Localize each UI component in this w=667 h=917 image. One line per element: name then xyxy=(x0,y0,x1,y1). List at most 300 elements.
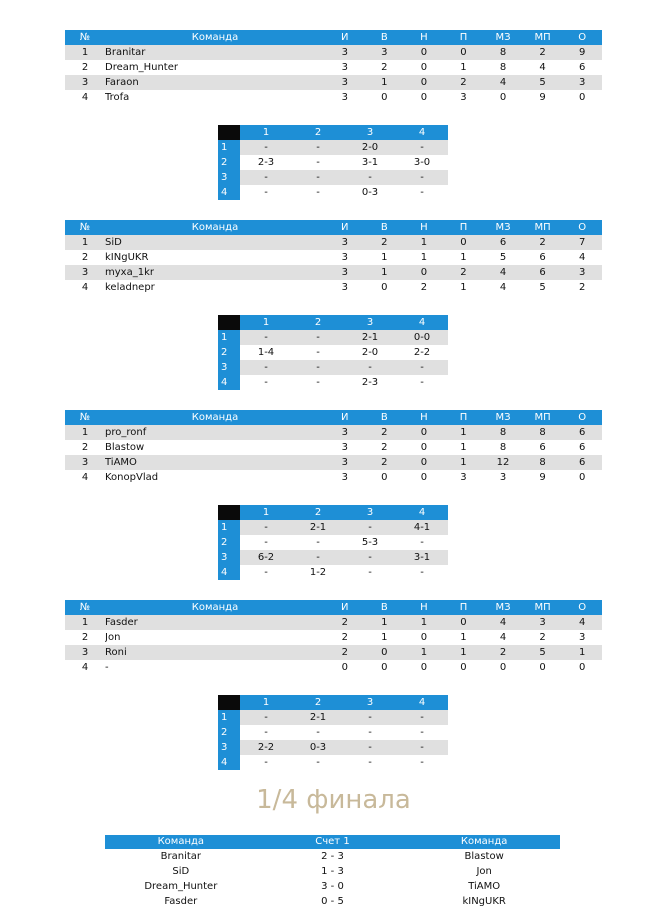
position-cell: 3 xyxy=(65,645,105,660)
ga-cell: 5 xyxy=(539,282,546,293)
gf-cell: 4 xyxy=(483,265,523,280)
draw-header: Н xyxy=(404,220,444,235)
matrix-header-row xyxy=(218,695,448,710)
matrix-score-cell: 2-2 xyxy=(413,347,431,358)
matrix-score-cell: 0-3 xyxy=(361,187,379,198)
draw-cell: 1 xyxy=(404,615,444,630)
matrix-score-cell: - xyxy=(316,727,320,738)
matrix-row-header: 3 xyxy=(218,170,240,185)
pts-cell: 6 xyxy=(562,425,602,440)
playoff-away-team: TiAMO xyxy=(468,881,501,892)
matrix-header-row xyxy=(218,125,448,140)
matrix-row-header: 1 xyxy=(218,710,240,725)
won-cell: 2 xyxy=(365,425,405,440)
matrix-column-header: 4 xyxy=(396,315,448,330)
lost-cell: 0 xyxy=(460,662,467,673)
lost-cell: 2 xyxy=(444,265,484,280)
standings-row xyxy=(65,440,602,455)
draw-cell: 0 xyxy=(404,75,444,90)
stage-title: 1/4 финала xyxy=(256,785,411,815)
lost-cell: 1 xyxy=(460,62,467,73)
draw-header: Н xyxy=(404,30,444,45)
pts-cell: 3 xyxy=(579,632,586,643)
ga-cell: 6 xyxy=(523,265,563,280)
matrix-column-header: 1 xyxy=(240,125,292,140)
team-name-cell: TiAMO xyxy=(105,455,325,470)
matrix-score-cell: - xyxy=(420,757,424,768)
matrix-column-header: 2 xyxy=(292,695,344,710)
pts-cell: 9 xyxy=(562,45,602,60)
group-results-matrix xyxy=(218,315,448,390)
lost-header: П xyxy=(444,220,484,235)
position-header: № xyxy=(65,600,105,615)
played-header: И xyxy=(325,30,365,45)
won-cell: 2 xyxy=(365,455,405,470)
matrix-score-cell: - xyxy=(368,727,372,738)
lost-cell: 2 xyxy=(444,75,484,90)
draw-cell: 0 xyxy=(404,455,444,470)
gf-header: МЗ xyxy=(483,220,523,235)
won-header: В xyxy=(365,410,405,425)
matrix-row-header: 3 xyxy=(218,360,240,375)
matrix-score-cell: - xyxy=(264,567,268,578)
position-header: № xyxy=(65,30,105,45)
played-header: И xyxy=(325,410,365,425)
matrix-header-row xyxy=(218,315,448,330)
standings-row xyxy=(65,90,602,105)
gf-cell: 6 xyxy=(483,235,523,250)
matrix-row-header: 4 xyxy=(218,375,240,390)
playoff-home-header: Команда xyxy=(105,835,257,849)
matrix-row-header: 4 xyxy=(218,565,240,580)
pts-cell: 6 xyxy=(579,62,586,73)
matrix-score-cell: 3-0 xyxy=(413,157,431,168)
team-name-cell: pro_ronf xyxy=(105,425,325,440)
ga-cell: 2 xyxy=(523,235,563,250)
matrix-corner xyxy=(218,315,240,330)
lost-header: П xyxy=(444,600,484,615)
pts-cell: 6 xyxy=(562,455,602,470)
gf-header: МЗ xyxy=(483,30,523,45)
matrix-score-cell: - xyxy=(292,170,344,185)
gf-cell: 4 xyxy=(499,282,507,293)
team-name-cell: Dream_Hunter xyxy=(105,62,178,73)
played-cell: 3 xyxy=(325,455,365,470)
matrix-column-header: 4 xyxy=(396,695,448,710)
matrix-row xyxy=(218,520,448,535)
matrix-row xyxy=(218,740,448,755)
matrix-score-cell: 2-3 xyxy=(361,377,379,388)
matrix-corner xyxy=(218,125,240,140)
draw-header: Н xyxy=(404,600,444,615)
playoff-match-row xyxy=(105,879,560,894)
team-name-cell: Blastow xyxy=(105,442,145,453)
matrix-score-cell: - xyxy=(316,347,320,358)
ga-cell: 0 xyxy=(539,662,546,673)
lost-cell: 1 xyxy=(460,282,467,293)
won-cell: 3 xyxy=(365,45,405,60)
matrix-row-header: 3 xyxy=(218,550,240,565)
ga-cell: 2 xyxy=(523,45,563,60)
pts-cell: 4 xyxy=(562,615,602,630)
matrix-row xyxy=(218,140,448,155)
matrix-column-header: 2 xyxy=(292,505,344,520)
matrix-score-cell: - xyxy=(344,360,396,375)
matrix-score-cell: - xyxy=(344,170,396,185)
draw-cell: 0 xyxy=(404,425,444,440)
lost-cell: 0 xyxy=(444,615,484,630)
matrix-row-header: 1 xyxy=(218,140,240,155)
matrix-column-header: 3 xyxy=(344,125,396,140)
played-cell: 2 xyxy=(341,632,348,643)
lost-cell: 1 xyxy=(460,442,467,453)
matrix-header-row xyxy=(218,505,448,520)
lost-cell: 1 xyxy=(460,252,467,263)
matrix-score-cell: - xyxy=(344,710,396,725)
won-cell: 1 xyxy=(381,252,388,263)
group-standings-table xyxy=(65,600,602,675)
played-cell: 3 xyxy=(325,235,365,250)
matrix-row xyxy=(218,725,448,740)
pts-header: О xyxy=(562,410,602,425)
playoff-away-header: Команда xyxy=(408,835,560,849)
playoff-home-team: SiD xyxy=(172,866,190,877)
draw-cell: 1 xyxy=(404,235,444,250)
won-cell: 0 xyxy=(381,282,388,293)
played-cell: 3 xyxy=(341,282,348,293)
matrix-score-cell: - xyxy=(264,727,268,738)
matrix-row xyxy=(218,170,448,185)
position-cell: 4 xyxy=(81,282,89,293)
matrix-row xyxy=(218,375,448,390)
matrix-score-cell: 2-2 xyxy=(240,740,292,755)
position-cell: 4 xyxy=(81,92,89,103)
played-cell: 3 xyxy=(341,442,348,453)
position-cell: 3 xyxy=(65,75,105,90)
won-header: В xyxy=(365,220,405,235)
won-cell: 2 xyxy=(381,442,388,453)
pts-cell: 3 xyxy=(562,75,602,90)
played-cell: 3 xyxy=(341,92,348,103)
pts-header: О xyxy=(562,30,602,45)
ga-header: МП xyxy=(523,30,563,45)
matrix-column-header: 4 xyxy=(396,125,448,140)
position-cell: 3 xyxy=(65,265,105,280)
matrix-row xyxy=(218,155,448,170)
standings-row xyxy=(65,455,602,470)
played-cell: 3 xyxy=(341,62,348,73)
gf-cell: 5 xyxy=(499,252,507,263)
team-name-cell: kINgUKR xyxy=(105,252,149,263)
standings-row xyxy=(65,265,602,280)
position-cell: 1 xyxy=(65,235,105,250)
position-cell: 1 xyxy=(65,45,105,60)
playoff-score: 3 - 0 xyxy=(321,881,344,892)
matrix-score-cell: 5-3 xyxy=(361,537,379,548)
draw-cell: 0 xyxy=(420,442,428,453)
matrix-score-cell: - xyxy=(368,567,372,578)
pts-cell: 0 xyxy=(579,662,586,673)
lost-cell: 3 xyxy=(460,92,467,103)
won-cell: 2 xyxy=(365,235,405,250)
matrix-score-cell: 3-1 xyxy=(396,550,448,565)
matrix-score-cell: - xyxy=(240,710,292,725)
position-cell: 4 xyxy=(81,662,89,673)
gf-cell: 4 xyxy=(499,632,507,643)
pts-cell: 1 xyxy=(562,645,602,660)
matrix-row xyxy=(218,565,448,580)
matrix-column-header: 1 xyxy=(240,315,292,330)
matrix-column-header: 1 xyxy=(240,695,292,710)
draw-cell: 1 xyxy=(404,645,444,660)
matrix-score-cell: - xyxy=(420,537,424,548)
matrix-score-cell: - xyxy=(240,170,292,185)
won-cell: 0 xyxy=(381,662,388,673)
position-cell: 2 xyxy=(81,252,89,263)
standings-header-row xyxy=(65,220,602,235)
matrix-row xyxy=(218,360,448,375)
matrix-score-cell: - xyxy=(316,377,320,388)
team-name-cell: Fasder xyxy=(105,615,325,630)
gf-cell: 8 xyxy=(483,425,523,440)
matrix-score-cell: 1-2 xyxy=(309,567,327,578)
lost-header: П xyxy=(444,410,484,425)
group-standings-table xyxy=(65,30,602,105)
gf-header: МЗ xyxy=(483,600,523,615)
matrix-row-header: 4 xyxy=(218,185,240,200)
group-standings-table xyxy=(65,410,602,485)
position-cell: 1 xyxy=(65,615,105,630)
matrix-row-header: 2 xyxy=(218,345,240,360)
draw-cell: 1 xyxy=(420,252,428,263)
ga-cell: 3 xyxy=(523,615,563,630)
pts-cell: 0 xyxy=(579,92,586,103)
matrix-row-header: 2 xyxy=(218,535,240,550)
standings-row xyxy=(65,425,602,440)
played-cell: 3 xyxy=(325,425,365,440)
draw-cell: 0 xyxy=(420,472,428,483)
matrix-score-cell: - xyxy=(264,187,268,198)
standings-row xyxy=(65,470,602,485)
matrix-score-cell: - xyxy=(240,140,292,155)
matrix-row-header: 1 xyxy=(218,520,240,535)
standings-row xyxy=(65,45,602,60)
won-cell: 1 xyxy=(365,75,405,90)
lost-cell: 3 xyxy=(460,472,467,483)
playoff-score: 1 - 3 xyxy=(321,866,344,877)
ga-cell: 5 xyxy=(523,75,563,90)
position-cell: 2 xyxy=(81,632,89,643)
matrix-score-cell: - xyxy=(344,550,396,565)
matrix-score-cell: - xyxy=(264,377,268,388)
ga-cell: 9 xyxy=(539,92,546,103)
playoff-home-team: Dream_Hunter xyxy=(144,881,218,892)
matrix-score-cell: - xyxy=(240,360,292,375)
matrix-column-header: 3 xyxy=(344,315,396,330)
position-cell: 2 xyxy=(81,62,89,73)
matrix-column-header: 3 xyxy=(344,505,396,520)
played-cell: 3 xyxy=(325,75,365,90)
matrix-score-cell: 2-0 xyxy=(344,140,396,155)
matrix-score-cell: - xyxy=(368,757,372,768)
played-cell: 0 xyxy=(341,662,348,673)
matrix-row-header: 3 xyxy=(218,740,240,755)
team-name-cell: SiD xyxy=(105,235,325,250)
standings-row xyxy=(65,280,602,295)
pts-header: О xyxy=(562,220,602,235)
draw-cell: 0 xyxy=(420,632,428,643)
matrix-score-cell: - xyxy=(316,187,320,198)
pts-cell: 0 xyxy=(579,472,586,483)
standings-row xyxy=(65,235,602,250)
playoff-header-row xyxy=(105,835,560,849)
lost-cell: 0 xyxy=(444,45,484,60)
lost-cell: 0 xyxy=(444,235,484,250)
matrix-row-header: 4 xyxy=(218,755,240,770)
standings-row xyxy=(65,250,602,265)
team-header: Команда xyxy=(105,600,325,615)
played-cell: 2 xyxy=(325,615,365,630)
played-header: И xyxy=(325,600,365,615)
ga-header: МП xyxy=(523,600,563,615)
playoff-away-team: Blastow xyxy=(464,851,504,862)
matrix-score-cell: - xyxy=(420,567,424,578)
matrix-row-header: 2 xyxy=(218,725,240,740)
position-header: № xyxy=(65,220,105,235)
played-cell: 3 xyxy=(341,252,348,263)
team-name-cell: keladnepr xyxy=(105,282,155,293)
gf-cell: 12 xyxy=(483,455,523,470)
ga-header: МП xyxy=(523,220,563,235)
pts-cell: 7 xyxy=(562,235,602,250)
matrix-row xyxy=(218,185,448,200)
draw-cell: 0 xyxy=(404,265,444,280)
gf-cell: 8 xyxy=(499,442,507,453)
matrix-score-cell: 6-2 xyxy=(240,550,292,565)
matrix-row-header: 2 xyxy=(218,155,240,170)
gf-cell: 0 xyxy=(499,92,507,103)
matrix-score-cell: - xyxy=(316,537,320,548)
ga-cell: 9 xyxy=(539,472,546,483)
position-cell: 4 xyxy=(81,472,89,483)
matrix-score-cell: - xyxy=(420,187,424,198)
team-header: Команда xyxy=(105,410,325,425)
standings-header-row xyxy=(65,600,602,615)
playoff-score: 0 - 5 xyxy=(321,896,344,907)
matrix-score-cell: - xyxy=(344,740,396,755)
playoff-away-team: Jon xyxy=(476,866,492,877)
won-cell: 0 xyxy=(381,472,388,483)
playoff-home-team: Branitar xyxy=(160,851,202,862)
group-results-matrix xyxy=(218,125,448,200)
matrix-row xyxy=(218,710,448,725)
standings-header-row xyxy=(65,410,602,425)
won-header: В xyxy=(365,30,405,45)
ga-cell: 6 xyxy=(539,252,546,263)
playoff-away-team: kINgUKR xyxy=(462,896,506,907)
matrix-score-cell: 0-3 xyxy=(292,740,344,755)
matrix-column-header: 2 xyxy=(292,315,344,330)
matrix-score-cell: - xyxy=(292,360,344,375)
team-name-cell: - xyxy=(105,662,109,673)
group-results-matrix xyxy=(218,505,448,580)
matrix-column-header: 3 xyxy=(344,695,396,710)
team-header: Команда xyxy=(105,220,325,235)
lost-cell: 1 xyxy=(444,645,484,660)
ga-cell: 8 xyxy=(523,425,563,440)
gf-cell: 4 xyxy=(483,615,523,630)
gf-header: МЗ xyxy=(483,410,523,425)
lost-cell: 1 xyxy=(444,455,484,470)
matrix-score-cell: 2-1 xyxy=(292,520,344,535)
standings-row xyxy=(65,615,602,630)
matrix-score-cell: - xyxy=(396,140,448,155)
matrix-score-cell: 4-1 xyxy=(396,520,448,535)
playoff-score: 2 - 3 xyxy=(321,851,344,862)
matrix-score-cell: - xyxy=(396,170,448,185)
gf-cell: 0 xyxy=(499,662,507,673)
matrix-score-cell: - xyxy=(292,330,344,345)
standings-row xyxy=(65,645,602,660)
team-name-cell: Faraon xyxy=(105,75,325,90)
played-cell: 3 xyxy=(341,472,348,483)
draw-cell: 0 xyxy=(420,92,428,103)
standings-row xyxy=(65,60,602,75)
won-header: В xyxy=(365,600,405,615)
matrix-row xyxy=(218,550,448,565)
won-cell: 0 xyxy=(365,645,405,660)
ga-cell: 6 xyxy=(539,442,546,453)
playoff-match-row xyxy=(105,849,560,864)
lost-cell: 1 xyxy=(460,632,467,643)
group-results-matrix xyxy=(218,695,448,770)
team-name-cell: Jon xyxy=(105,632,121,643)
draw-cell: 2 xyxy=(420,282,428,293)
played-header: И xyxy=(325,220,365,235)
gf-cell: 8 xyxy=(499,62,507,73)
matrix-score-cell: - xyxy=(344,520,396,535)
matrix-column-header: 2 xyxy=(292,125,344,140)
matrix-score-cell: - xyxy=(292,550,344,565)
draw-header: Н xyxy=(404,410,444,425)
matrix-score-cell: - xyxy=(316,157,320,168)
playoff-score-header: Счет 1 xyxy=(257,835,409,849)
matrix-row xyxy=(218,535,448,550)
matrix-score-cell: 2-0 xyxy=(361,347,379,358)
matrix-score-cell: 2-1 xyxy=(344,330,396,345)
playoff-home-team: Fasder xyxy=(164,896,198,907)
matrix-score-cell: 2-3 xyxy=(257,157,275,168)
playoff-match-row xyxy=(105,894,560,909)
matrix-column-header: 4 xyxy=(396,505,448,520)
matrix-score-cell: - xyxy=(396,360,448,375)
position-cell: 3 xyxy=(65,455,105,470)
gf-cell: 8 xyxy=(483,45,523,60)
gf-cell: 3 xyxy=(499,472,507,483)
matrix-score-cell: 2-1 xyxy=(292,710,344,725)
team-header: Команда xyxy=(105,30,325,45)
matrix-row-header: 1 xyxy=(218,330,240,345)
played-cell: 3 xyxy=(325,265,365,280)
won-cell: 1 xyxy=(381,632,388,643)
team-name-cell: Trofa xyxy=(105,92,130,103)
played-cell: 3 xyxy=(325,45,365,60)
ga-cell: 2 xyxy=(539,632,546,643)
lost-cell: 1 xyxy=(444,425,484,440)
matrix-score-cell: 0-0 xyxy=(396,330,448,345)
pts-cell: 6 xyxy=(579,442,586,453)
team-name-cell: Branitar xyxy=(105,45,325,60)
